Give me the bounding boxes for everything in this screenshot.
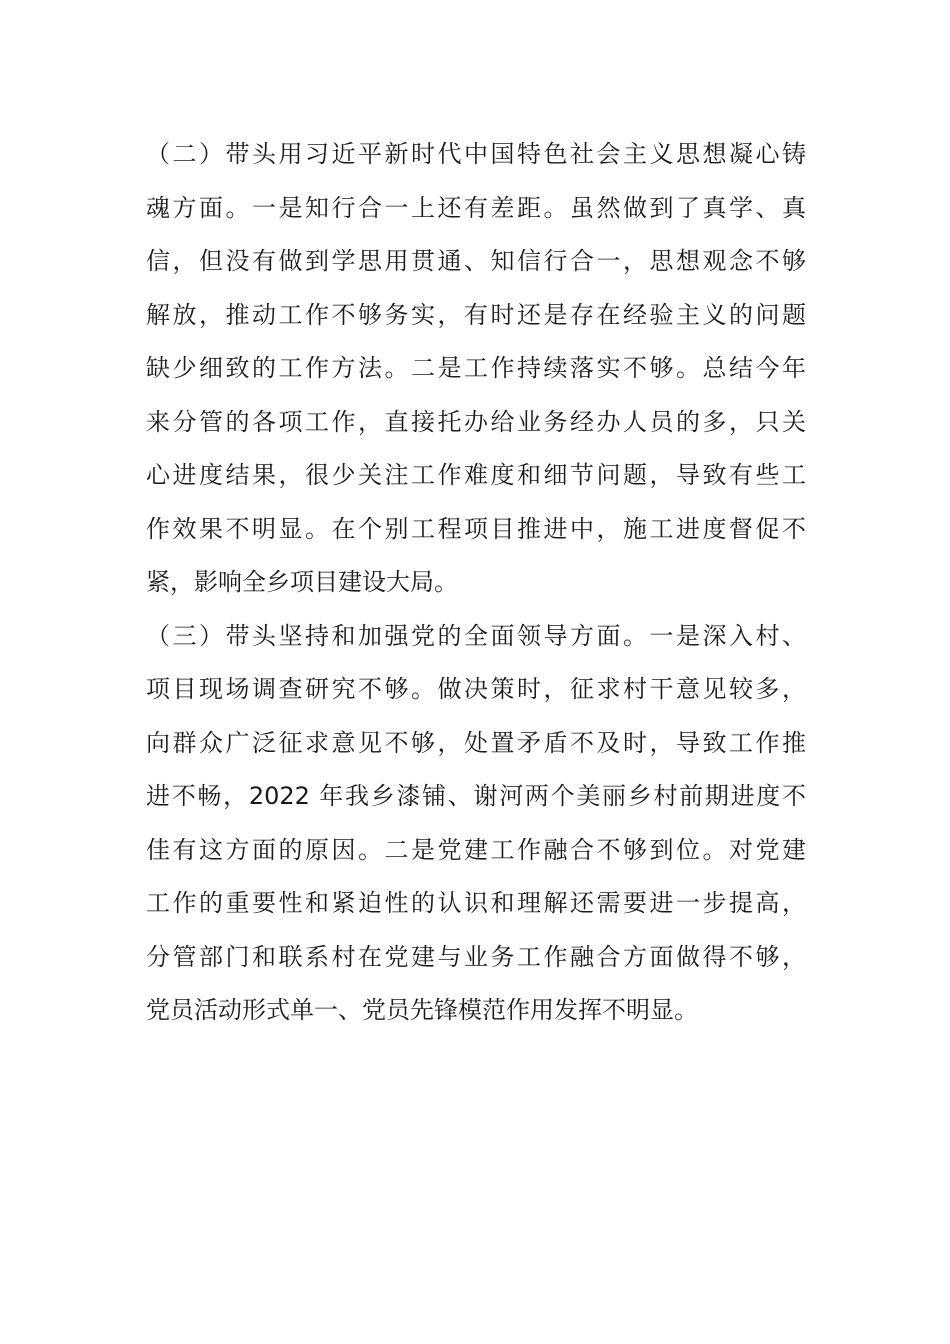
paragraph-2 xyxy=(146,128,806,610)
text-line: （三）带头坚持和加强党的全面领导方面。一是深入村、 xyxy=(146,621,806,650)
text-line: 心进度结果，很少关注工作难度和细节问题，导致有些工 xyxy=(146,461,806,489)
text-line: 解放，推动工作不够务实，有时还是存在经验主义的问题 xyxy=(146,300,806,329)
text-line: 项目现场调查研究不够。做决策时，征求村干意见较多， xyxy=(146,675,806,703)
text-line: 分管部门和联系村在党建与业务工作融合方面做得不够， xyxy=(146,942,806,971)
text-line: 党员活动形式单一、党员先锋模范作用发挥不明显。 xyxy=(146,996,698,1024)
text-line: 进不畅，2022 年我乡漆铺、谢河两个美丽乡村前期进度不 xyxy=(146,782,806,810)
text-line: 工作的重要性和紧迫性的认识和理解还需要进一步提高， xyxy=(146,889,806,917)
text-line: （二）带头用习近平新时代中国特色社会主义思想凝心铸 xyxy=(146,140,806,168)
paragraph-3 xyxy=(146,610,806,1038)
text-line: 紧，影响全乡项目建设大局。 xyxy=(146,568,458,596)
text-line: 信，但没有做到学思用贯通、知信行合一，思想观念不够 xyxy=(146,247,806,275)
text-line: 魂方面。一是知行合一上还有差距。虽然做到了真学、真 xyxy=(146,193,806,222)
text-line: 作效果不明显。在个别工程项目推进中，施工进度督促不 xyxy=(146,514,806,543)
text-line: 向群众广泛征求意见不够，处置矛盾不及时，导致工作推 xyxy=(146,728,806,757)
text-line: 来分管的各项工作，直接托办给业务经办人员的多，只关 xyxy=(146,407,806,436)
text-line: 缺少细致的工作方法。二是工作持续落实不够。总结今年 xyxy=(146,354,806,382)
document-body xyxy=(146,128,806,1038)
text-line: 佳有这方面的原因。二是党建工作融合不够到位。对党建 xyxy=(146,835,806,864)
